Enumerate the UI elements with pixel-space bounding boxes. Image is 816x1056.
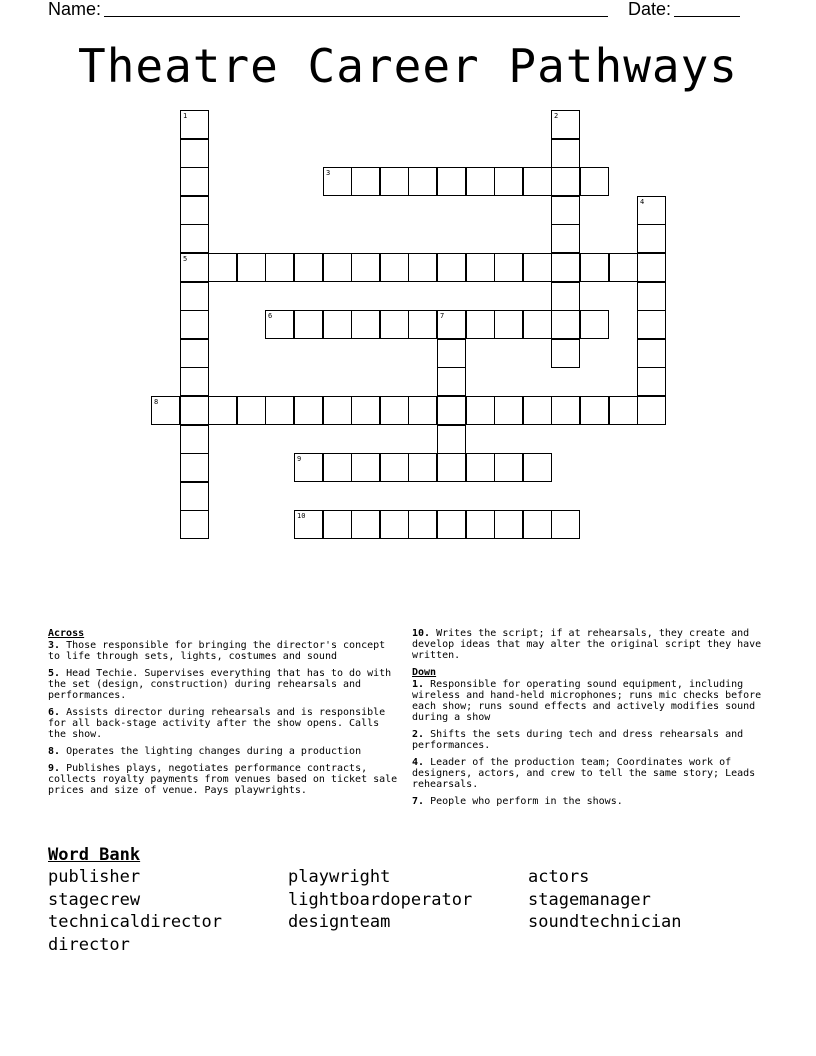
crossword-cell[interactable] (551, 310, 580, 339)
word-bank-item: lightboardoperator (288, 889, 473, 910)
clue-number: 10 (297, 512, 306, 520)
crossword-cell[interactable] (294, 310, 323, 339)
crossword-cell[interactable] (265, 396, 294, 425)
crossword-cell[interactable] (637, 367, 666, 396)
clue-number: 9 (297, 455, 302, 463)
crossword-cell[interactable] (551, 196, 580, 225)
crossword-cell[interactable] (237, 253, 266, 282)
crossword-cell[interactable] (466, 253, 495, 282)
crossword-cell[interactable] (494, 310, 523, 339)
word-bank-item: stagemanager (528, 889, 651, 910)
crossword-cell[interactable] (437, 396, 466, 425)
clue-down-2: 2. Shifts the sets during tech and dress rehearsals and performances. (412, 729, 744, 751)
crossword-cell[interactable] (580, 310, 609, 339)
crossword-cell[interactable] (351, 167, 380, 196)
across-heading: Across (48, 628, 85, 639)
crossword-cell[interactable] (466, 396, 495, 425)
crossword-cell[interactable] (180, 310, 209, 339)
crossword-cell[interactable] (437, 510, 466, 539)
crossword-cell[interactable] (551, 510, 580, 539)
crossword-cell[interactable] (580, 167, 609, 196)
crossword-cell[interactable] (351, 453, 380, 482)
crossword-cell[interactable] (437, 339, 466, 368)
crossword-cell[interactable] (294, 253, 323, 282)
crossword-cell[interactable] (408, 453, 437, 482)
word-bank-item: stagecrew (48, 889, 141, 910)
crossword-cell[interactable] (637, 282, 666, 311)
crossword-cell[interactable] (551, 396, 580, 425)
clue-number: 1 (183, 112, 188, 120)
clue-across-10: 10. Writes the script; if at rehearsals, they create and develop ideas that may alter the original script they have written. (412, 628, 762, 661)
crossword-cell[interactable] (351, 510, 380, 539)
clues-section (48, 628, 770, 818)
crossword-cell[interactable] (551, 282, 580, 311)
clues-left-column (48, 628, 400, 802)
crossword-cell[interactable] (408, 310, 437, 339)
crossword-cell[interactable] (265, 253, 294, 282)
crossword-cell[interactable] (551, 167, 580, 196)
name-label: Name: (48, 0, 102, 19)
clue-number: 7 (440, 312, 445, 320)
clues-right-column (412, 628, 764, 813)
crossword-cell[interactable] (180, 110, 209, 139)
clue-across-9: 9. Publishes plays, negotiates performance contracts, collects royalty payments from venues based on ticket sale prices and size of venue. Pays playwrights. (48, 763, 398, 796)
crossword-cell[interactable] (437, 425, 466, 454)
crossword-cell[interactable] (580, 396, 609, 425)
crossword-cell[interactable] (609, 396, 638, 425)
crossword-cell[interactable] (437, 167, 466, 196)
crossword-cell[interactable] (551, 339, 580, 368)
crossword-cell[interactable] (151, 396, 180, 425)
clue-number: 4 (640, 198, 645, 206)
crossword-cell[interactable] (380, 310, 409, 339)
crossword-cell[interactable] (494, 510, 523, 539)
crossword-cell[interactable] (637, 253, 666, 282)
clue-number: 6 (268, 312, 273, 320)
crossword-cell[interactable] (265, 310, 294, 339)
crossword-cell[interactable] (637, 196, 666, 225)
clue-across-5: 5. Head Techie. Supervises everything that has to do with the set (design, construction) during rehearsals and performances. (48, 668, 392, 701)
crossword-cell[interactable] (523, 453, 552, 482)
crossword-cell[interactable] (180, 139, 209, 168)
crossword-cell[interactable] (323, 510, 352, 539)
word-bank (48, 844, 768, 964)
crossword-cell[interactable] (494, 253, 523, 282)
crossword-cell[interactable] (323, 453, 352, 482)
word-bank-item: director (48, 934, 130, 955)
crossword-cell[interactable] (437, 253, 466, 282)
crossword-cell[interactable] (294, 396, 323, 425)
down-heading: Down (412, 667, 437, 678)
crossword-cell[interactable] (180, 482, 209, 511)
word-bank-item: publisher (48, 867, 141, 887)
crossword-cell[interactable] (637, 396, 666, 425)
crossword-cell[interactable] (208, 396, 237, 425)
crossword-cell[interactable] (551, 110, 580, 139)
crossword-cell[interactable] (351, 253, 380, 282)
crossword-cell[interactable] (351, 310, 380, 339)
word-bank-list (48, 866, 768, 956)
date-label: Date: (628, 0, 672, 19)
clue-number: 2 (554, 112, 559, 120)
crossword-cell[interactable] (408, 167, 437, 196)
crossword-cell[interactable] (523, 253, 552, 282)
word-bank-item: actors (528, 867, 590, 887)
clue-number: 8 (154, 398, 159, 406)
crossword-cell[interactable] (380, 167, 409, 196)
crossword-cell[interactable] (523, 167, 552, 196)
page-title: Theatre Career Pathways (78, 39, 738, 93)
crossword-cell[interactable] (180, 196, 209, 225)
crossword-cell[interactable] (494, 396, 523, 425)
crossword-cell[interactable] (466, 310, 495, 339)
crossword-cell[interactable] (180, 339, 209, 368)
clue-down-1: 1. Responsible for operating sound equipment, including wireless and hand-held microphones; runs mic checks before each show; runs sound effects and actively modifies sound during a show (412, 679, 762, 723)
crossword-cell[interactable] (208, 253, 237, 282)
clue-number: 3 (326, 169, 331, 177)
word-bank-item: technicaldirector (48, 912, 222, 932)
crossword-cell[interactable] (466, 453, 495, 482)
word-bank-title: Word Bank (48, 845, 141, 865)
crossword-cell[interactable] (180, 253, 209, 282)
crossword-cell[interactable] (637, 339, 666, 368)
clue-down-4: 4. Leader of the production team; Coordinates work of designers, actors, and crew to tell the same story; Leads rehearsals. (412, 757, 756, 790)
crossword-cell[interactable] (408, 396, 437, 425)
crossword-cell[interactable] (180, 282, 209, 311)
crossword-cell[interactable] (609, 253, 638, 282)
clue-down-7: 7. People who perform in the shows. (412, 796, 623, 807)
crossword-cell[interactable] (323, 396, 352, 425)
crossword-cell[interactable] (466, 510, 495, 539)
crossword-cell[interactable] (551, 253, 580, 282)
crossword-cell[interactable] (466, 167, 495, 196)
crossword-cell[interactable] (180, 425, 209, 454)
crossword-cell[interactable] (523, 396, 552, 425)
crossword-cell[interactable] (237, 396, 266, 425)
clue-across-6: 6. Assists director during rehearsals and is responsible for all back-stage activity after the show opens. Calls the show. (48, 707, 386, 740)
crossword-cell[interactable] (180, 510, 209, 539)
crossword-cell[interactable] (180, 167, 209, 196)
crossword-cell[interactable] (380, 253, 409, 282)
crossword-cell[interactable] (180, 453, 209, 482)
crossword-cell[interactable] (294, 510, 323, 539)
crossword-cell[interactable] (523, 310, 552, 339)
crossword-cell[interactable] (380, 396, 409, 425)
crossword-cell[interactable] (494, 453, 523, 482)
clue-across-8: 8. Operates the lighting changes during a production (48, 746, 362, 757)
crossword-cell[interactable] (180, 367, 209, 396)
crossword-cell[interactable] (551, 224, 580, 253)
clue-number: 5 (183, 255, 188, 263)
crossword-cell[interactable] (380, 510, 409, 539)
crossword-cell[interactable] (494, 167, 523, 196)
crossword-cell[interactable] (408, 510, 437, 539)
crossword-cell[interactable] (380, 453, 409, 482)
crossword-cell[interactable] (323, 167, 352, 196)
crossword-cell[interactable] (437, 453, 466, 482)
crossword-cell[interactable] (180, 224, 209, 253)
crossword-cell[interactable] (351, 396, 380, 425)
crossword-cell[interactable] (323, 253, 352, 282)
crossword-cell[interactable] (437, 367, 466, 396)
word-bank-item: designteam (288, 912, 391, 932)
word-bank-item: playwright (288, 867, 391, 887)
clue-across-3: 3. Those responsible for bringing the director's concept to life through sets, lights, costumes and sound (48, 640, 386, 662)
crossword-cell[interactable] (637, 310, 666, 339)
crossword-cell[interactable] (408, 253, 437, 282)
crossword-cell[interactable] (551, 139, 580, 168)
crossword-cell[interactable] (580, 253, 609, 282)
crossword-cell[interactable] (637, 224, 666, 253)
word-bank-item: soundtechnician (528, 912, 682, 932)
crossword-cell[interactable] (523, 510, 552, 539)
crossword-cell[interactable] (437, 310, 466, 339)
crossword-cell[interactable] (294, 453, 323, 482)
crossword-cell[interactable] (323, 310, 352, 339)
crossword-cell[interactable] (180, 396, 209, 425)
